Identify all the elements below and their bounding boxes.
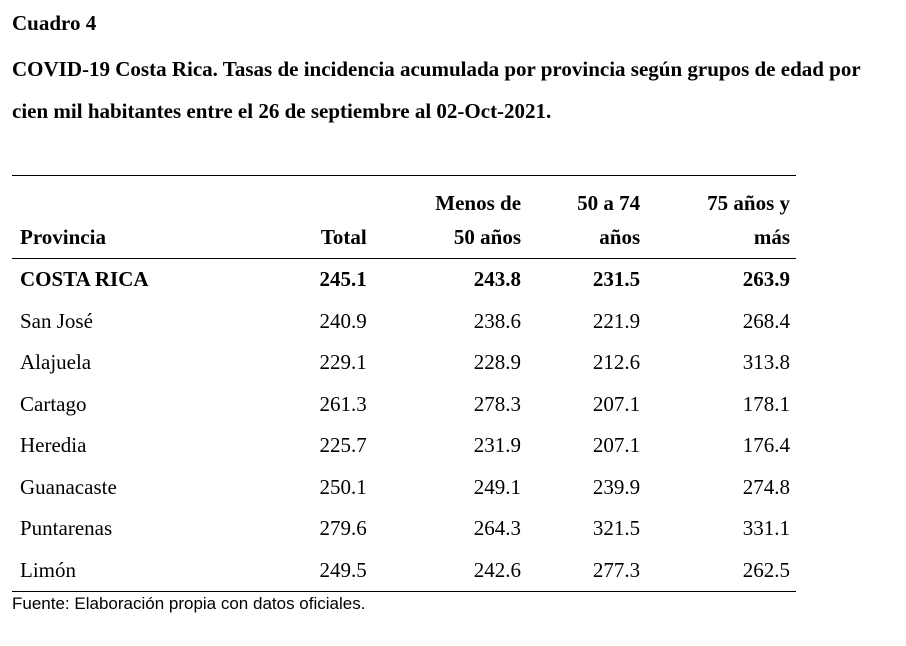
cell-total: 279.6 bbox=[319, 516, 367, 541]
source-note: Fuente: Elaboración propia con datos oficiales. bbox=[12, 594, 366, 613]
header-province: Provincia bbox=[12, 216, 278, 259]
cell-50to74: 212.6 bbox=[592, 350, 641, 375]
table-row bbox=[12, 550, 796, 592]
table-row bbox=[12, 342, 796, 384]
cell-province: Heredia bbox=[20, 433, 87, 458]
cell-under50: 228.9 bbox=[473, 350, 522, 375]
header-under50-line1: Menos de bbox=[373, 176, 527, 217]
table-row bbox=[12, 508, 796, 550]
table-number-label: Cuadro 4 bbox=[12, 11, 97, 35]
header-row-top bbox=[12, 176, 796, 217]
cell-under50: 264.3 bbox=[473, 516, 522, 541]
cell-75plus: 331.1 bbox=[742, 516, 790, 541]
header-50to74-line2: años bbox=[527, 216, 646, 259]
incidence-table-container bbox=[12, 175, 796, 592]
cell-75plus: 262.5 bbox=[646, 550, 796, 592]
cell-75plus: 263.9 bbox=[742, 267, 790, 292]
header-75plus-line1: 75 años y bbox=[646, 176, 796, 217]
table-body bbox=[12, 259, 796, 592]
cell-province: Puntarenas bbox=[20, 516, 113, 541]
cell-province: Alajuela bbox=[20, 350, 92, 375]
table-row bbox=[12, 301, 796, 343]
header-total: Total bbox=[278, 216, 373, 259]
cell-50to74: 207.1 bbox=[592, 433, 641, 458]
cell-under50: 242.6 bbox=[373, 550, 527, 592]
table-header bbox=[12, 176, 796, 259]
cell-50to74: 321.5 bbox=[592, 516, 641, 541]
cell-under50: 249.1 bbox=[473, 474, 522, 499]
header-50to74-line1: 50 a 74 bbox=[527, 176, 646, 217]
cell-75plus: 274.8 bbox=[742, 474, 790, 499]
cell-province: COSTA RICA bbox=[20, 267, 149, 292]
table-row bbox=[12, 467, 796, 509]
header-75plus-line2: más bbox=[646, 216, 796, 259]
cell-total: 229.1 bbox=[319, 350, 367, 375]
cell-under50: 278.3 bbox=[473, 391, 522, 416]
cell-50to74: 231.5 bbox=[592, 267, 641, 292]
cell-total: 240.9 bbox=[319, 308, 367, 333]
cell-total: 245.1 bbox=[319, 267, 367, 292]
cell-province: Limón bbox=[12, 550, 278, 592]
cell-50to74: 207.1 bbox=[592, 391, 641, 416]
cell-50to74: 221.9 bbox=[592, 308, 641, 333]
cell-total: 225.7 bbox=[319, 433, 367, 458]
header-province-top bbox=[12, 176, 278, 217]
cell-under50: 238.6 bbox=[473, 308, 522, 333]
cell-75plus: 176.4 bbox=[742, 433, 790, 458]
cell-50to74: 277.3 bbox=[527, 550, 646, 592]
cell-under50: 243.8 bbox=[473, 267, 522, 292]
cell-under50: 231.9 bbox=[473, 433, 522, 458]
cell-province: San José bbox=[20, 308, 93, 333]
table-title: COVID-19 Costa Rica. Tasas de incidencia acumulada por provincia según grupos de edad por cien mil habitantes entre el 26 de septiembre al 02-Oct-2021. bbox=[12, 57, 861, 123]
cell-province: Cartago bbox=[20, 391, 87, 416]
header-total-top bbox=[278, 176, 373, 217]
incidence-table bbox=[12, 175, 796, 592]
cell-total: 261.3 bbox=[319, 391, 367, 416]
table-row bbox=[12, 384, 796, 426]
cell-75plus: 268.4 bbox=[742, 308, 790, 333]
cell-province: Guanacaste bbox=[20, 474, 117, 499]
cell-75plus: 178.1 bbox=[742, 391, 790, 416]
cell-total: 250.1 bbox=[319, 474, 367, 499]
header-under50-line2: 50 años bbox=[373, 216, 527, 259]
table-row bbox=[12, 425, 796, 467]
table-row-national-total bbox=[12, 259, 796, 301]
cell-total: 249.5 bbox=[278, 550, 373, 592]
header-row-bottom bbox=[12, 216, 796, 259]
cell-50to74: 239.9 bbox=[592, 474, 641, 499]
cell-75plus: 313.8 bbox=[742, 350, 790, 375]
